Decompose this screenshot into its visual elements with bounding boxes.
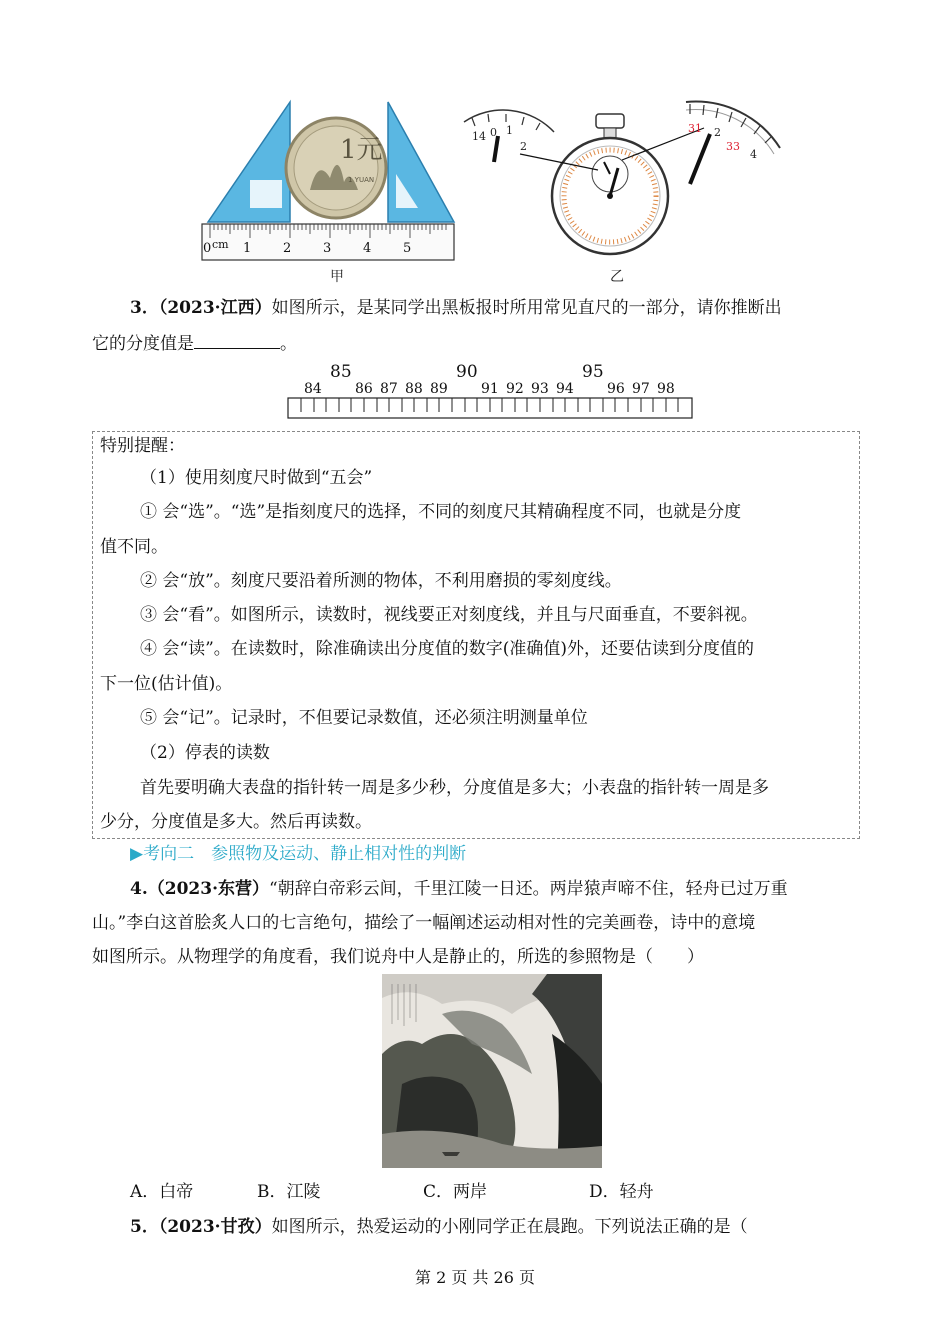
tips-p5b: 下一位(估计值)。	[100, 674, 233, 694]
q4-number: 4.	[130, 879, 148, 899]
ruler-label-3: 3	[323, 241, 332, 256]
q4-line1	[130, 877, 900, 901]
caption-yi: 乙	[610, 269, 624, 285]
q4-text-1: “朝辞白帝彩云间，千里江陵一日还。两岸猿声啼不住，轻舟已过万重	[268, 879, 788, 899]
ruler-minor-93: 93	[531, 381, 549, 397]
boat-icon	[442, 1152, 460, 1156]
tips-p7: （2）停表的读数	[140, 743, 270, 763]
tips-p8b: 少分，分度值是多大。然后再读数。	[100, 812, 372, 832]
small-dial-label-1: 1	[506, 124, 513, 137]
q4-source: （2023·东营）	[147, 879, 269, 899]
large-dial-needle	[690, 134, 710, 184]
q4-line2: 山。”李白这首脍炙人口的七言绝句，描绘了一幅阐述运动相对性的完美画卷，诗中的意境	[92, 913, 756, 933]
q3-text: 如图所示，是某同学出黑板报时所用常见直尺的一部分，请你推断出	[271, 298, 782, 318]
ruler-minor-84: 84	[304, 381, 322, 397]
ruler-label-4: 4	[363, 241, 372, 256]
section-heading-2: ▶考向二 参照物及运动、静止相对性的判断	[130, 844, 467, 864]
ruler-major-90: 90	[456, 362, 478, 382]
q3-answer-blank[interactable]	[194, 330, 280, 349]
large-dial-label-4: 4	[750, 148, 757, 161]
ruler-major-85: 85	[330, 362, 352, 382]
ruler-minor-89: 89	[430, 381, 448, 397]
q4-line3: 如图所示。从物理学的角度看，我们说舟中人是静止的，所选的参照物是（ ）	[92, 947, 704, 967]
q4-option-b[interactable]: B．江陵	[257, 1182, 321, 1202]
ruler-minor-87: 87	[380, 381, 398, 397]
tips-p8a: 首先要明确大表盘的指针转一周是多少秒，分度值是多大；小表盘的指针转一周是多	[140, 778, 769, 798]
ruler-minor-94: 94	[556, 381, 574, 397]
caption-jia: 甲	[330, 269, 344, 285]
ruler-minor-86: 86	[355, 381, 373, 397]
large-dial-label-2: 2	[714, 126, 721, 139]
tips-p1: （1）使用刻度尺时做到“五会”	[140, 468, 373, 488]
figure-stopwatch	[458, 92, 784, 264]
q3-ruler-figure	[284, 358, 696, 422]
stopwatch-crown	[596, 114, 624, 128]
large-dial-label-31: 31	[688, 122, 702, 135]
ruler-label-2: 2	[283, 241, 292, 256]
q4-option-d[interactable]: D．轻舟	[589, 1182, 654, 1202]
q3-source: （2023·江西）	[158, 298, 272, 318]
page-footer: 第 2 页 共 26 页	[415, 1268, 535, 1287]
q4-option-c[interactable]: C．两岸	[423, 1182, 488, 1202]
q5-source: （2023·甘孜）	[158, 1217, 272, 1237]
ruler-minor-96: 96	[607, 381, 625, 397]
tips-p2b: 值不同。	[100, 537, 168, 557]
landscape-painting	[382, 974, 602, 1168]
tips-p2a: ① 会“选”。“选”是指刻度尺的选择，不同的刻度尺其精确程度不同，也就是分度	[140, 502, 742, 522]
q3-line2	[92, 330, 862, 356]
figure-ruler-coin	[198, 98, 460, 266]
small-dial-label-14: 14	[472, 130, 486, 143]
ruler-label-1: 1	[243, 241, 252, 256]
small-dial-label-2: 2	[520, 140, 527, 153]
ruler-minor-92: 92	[506, 381, 524, 397]
tips-p5a: ④ 会“读”。在读数时，除准确读出分度值的数字(准确值)外，还要估读到分度值的	[140, 639, 755, 659]
ruler-minor-91: 91	[481, 381, 499, 397]
q3-text-after: 。	[280, 334, 297, 354]
ruler-label-5: 5	[403, 241, 412, 256]
q5-number: 5．	[130, 1217, 159, 1237]
ruler-minor-97: 97	[632, 381, 650, 397]
small-dial-needle	[494, 136, 498, 162]
ruler-label-0: 0	[203, 241, 212, 256]
q4-option-a[interactable]: A．白帝	[130, 1182, 194, 1202]
q3-line1	[130, 296, 900, 320]
ruler-major-95: 95	[582, 362, 604, 382]
tips-p6: ⑤ 会“记”。记录时，不但要记录数值，还必须注明测量单位	[140, 708, 588, 728]
small-dial-label-0: 0	[490, 126, 497, 139]
large-dial-label-33: 33	[726, 140, 740, 153]
tips-p4: ③ 会“看”。如图所示，读数时，视线要正对刻度线，并且与尺面垂直，不要斜视。	[140, 605, 758, 625]
ruler-minor-98: 98	[657, 381, 675, 397]
coin-face-text: 1元	[340, 135, 383, 165]
q5-line1	[130, 1215, 900, 1239]
q5-text: 如图所示，热爱运动的小刚同学正在晨跑。下列说法正确的是（	[271, 1217, 748, 1237]
tips-p3: ② 会“放”。刻度尺要沿着所测的物体，不利用磨损的零刻度线。	[140, 571, 622, 591]
ruler-unit: cm	[212, 238, 229, 251]
tips-title: 特别提醒：	[100, 436, 185, 456]
q3-text-before: 它的分度值是	[92, 334, 194, 354]
coin-small-text: 1 YUAN	[348, 176, 375, 184]
q3-number: 3．	[130, 298, 159, 318]
ruler-minor-88: 88	[405, 381, 423, 397]
